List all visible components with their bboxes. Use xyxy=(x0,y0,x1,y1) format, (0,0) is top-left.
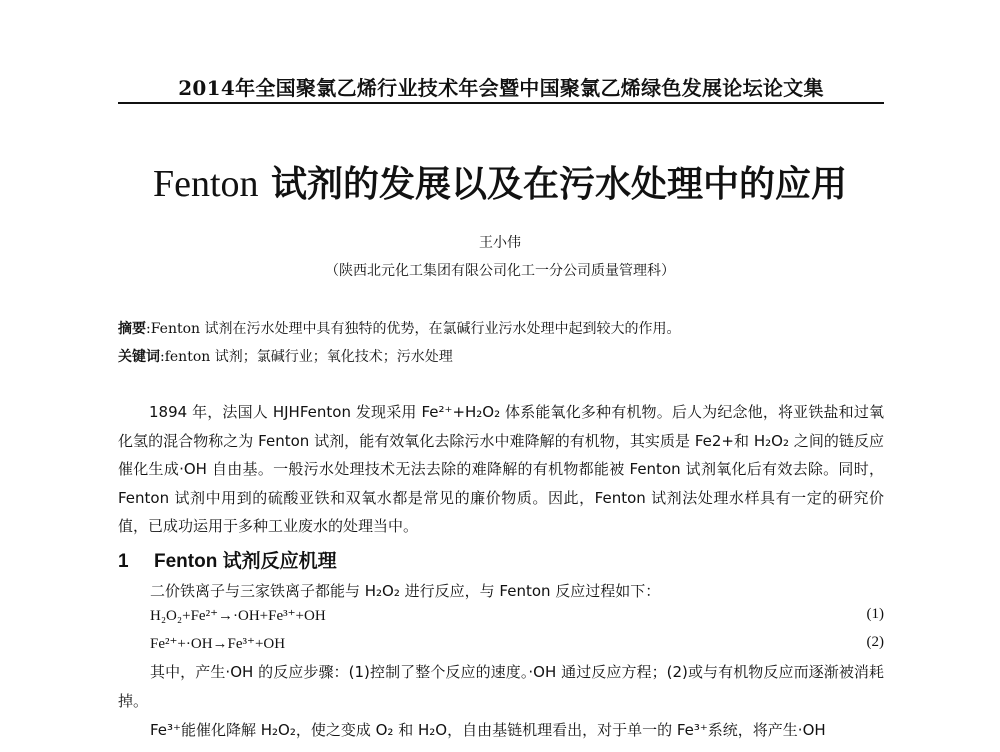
abstract-line xyxy=(118,318,681,338)
equation-1 xyxy=(150,606,884,625)
section-number: 1 xyxy=(118,551,129,572)
equation-2-expr: Fe²⁺+·OH→Fe³⁺+OH xyxy=(150,636,286,652)
running-header: 2014年全国聚氯乙烯行业技术年会暨中国聚氯乙烯绿色发展论坛论文集 xyxy=(178,76,824,100)
paper-title xyxy=(0,156,1000,207)
section-title: Fenton 试剂反应机理 xyxy=(154,551,337,572)
section-lead: 二价铁离子与三家铁离子都能与 H₂O₂ 进行反应，与 Fenton 反应过程如下： xyxy=(150,582,661,600)
section-paragraph-3: Fe³⁺能催化降解 H₂O₂，使之变成 O₂ 和 H₂O，自由基链机理看出，对于单一的 Fe³⁺系统，将产生·OH xyxy=(150,721,826,739)
section-heading xyxy=(118,546,337,573)
author-name: 王小伟 xyxy=(479,235,521,251)
paper-title-latin: Fenton xyxy=(152,163,259,205)
equation-1-expr: H₂O₂+Fe²⁺→·OH+Fe³⁺+OH xyxy=(150,608,326,624)
equation-2 xyxy=(150,634,884,653)
keywords-line xyxy=(118,346,453,366)
intro-paragraph: 1894 年，法国人 HJHFenton 发现采用 Fe²⁺+H₂O₂ 体系能氧化多种有机物。后人为纪念他，将亚铁盐和过氧化氢的混合物称之为 Fenton 试剂，能有效氧化去除污水中难降解的有机物，其实质是 Fe2+和 H₂O₂ 之间的链反应催化生成·OH 自由基。一般污水处理技术无法去除的难降解的有机物都能被 Fenton 试剂氧化后有效去除。同时，Fenton 试剂中用到的硫酸亚铁和双氧水都是常见的廉价物质。因此，Fenton 试剂法处理水样具有一定的研究价值，已成功运用于多种工业废水的处理当中。 xyxy=(118,403,884,535)
header-rule xyxy=(118,102,884,104)
keywords-text: :fenton 试剂；氯碱行业；氧化技术；污水处理 xyxy=(160,349,453,365)
equation-2-number: (2) xyxy=(866,634,884,650)
abstract-label: 摘要 xyxy=(118,321,146,337)
paper-title-cjk: 试剂的发展以及在污水处理中的应用 xyxy=(258,164,848,205)
equation-1-number: (1) xyxy=(866,606,884,622)
section-paragraph-2: 其中，产生·OH 的反应步骤：(1)控制了整个反应的速度。·OH 通过反应方程；(2)或与有机物反应而逐渐被消耗掉。 xyxy=(118,663,884,710)
author-affiliation: （陕西北元化工集团有限公司化工一分公司质量管理科） xyxy=(325,263,675,279)
keywords-label: 关键词 xyxy=(118,349,160,365)
abstract-text: :Fenton 试剂在污水处理中具有独特的优势，在氯碱行业污水处理中起到较大的作用。 xyxy=(146,321,681,337)
